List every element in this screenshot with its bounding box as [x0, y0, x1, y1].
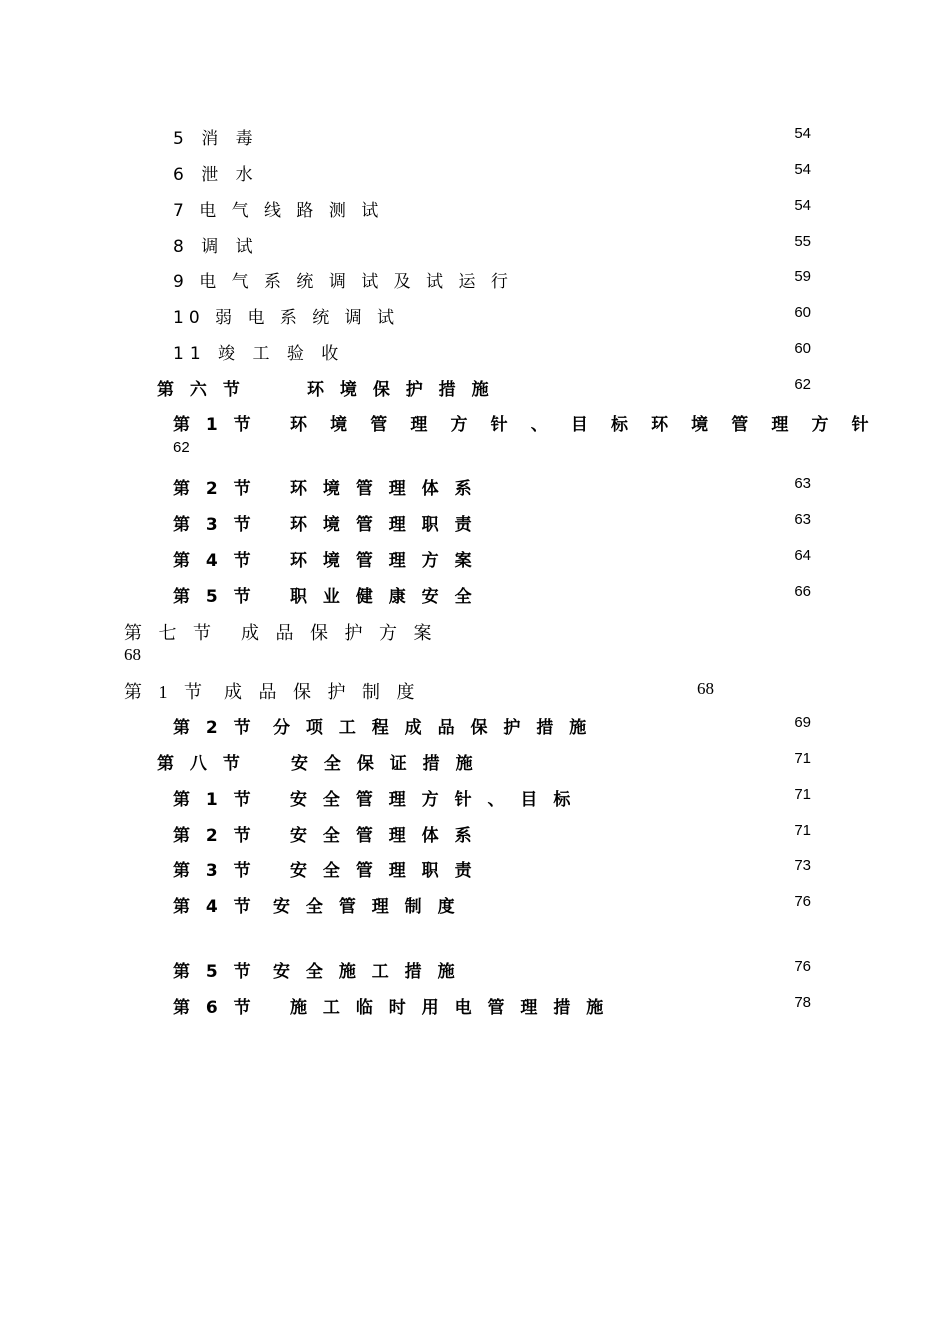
toc-subsection[interactable]	[173, 546, 477, 571]
subsection-label: 第 1 节	[173, 415, 256, 435]
toc-subsection[interactable]	[173, 892, 460, 917]
toc-entry[interactable]	[173, 160, 259, 185]
toc-page-number: 59	[794, 268, 811, 285]
toc-entry[interactable]	[173, 196, 383, 221]
toc-page-number: 60	[794, 304, 811, 321]
toc-entry[interactable]	[173, 124, 259, 149]
subsection-title: 分 项 工 程 成 品 保 护 措 施	[273, 718, 592, 738]
subsection-title: 安 全 管 理 职 责	[290, 861, 477, 881]
subsection-title: 环 境 管 理 方 针 、 目 标 环 境 管 理 方 针	[290, 415, 878, 435]
toc-page-number: 69	[794, 714, 811, 731]
subsection-label: 第 4 节	[173, 551, 256, 571]
toc-page-number: 73	[794, 857, 811, 874]
subsection-title: 安 全 管 理 体 系	[290, 826, 477, 846]
toc-page-number: 63	[794, 475, 811, 492]
section-label: 第 七 节	[124, 623, 217, 643]
toc-page-number: 71	[794, 750, 811, 767]
toc-subsection[interactable]	[173, 957, 460, 982]
toc-page-number: 68	[697, 679, 714, 698]
toc-subsection[interactable]	[173, 785, 576, 810]
subsection-label: 第 6 节	[173, 998, 256, 1018]
section-label: 第 六 节	[157, 380, 245, 400]
subsection-title: 安 全 施 工 措 施	[273, 962, 460, 982]
toc-subsection[interactable]	[173, 474, 477, 499]
subsection-title: 安 全 管 理 方 针 、 目 标	[290, 790, 576, 810]
subsection-label: 第 5 节	[173, 962, 256, 982]
subsection-title: 职 业 健 康 安 全	[290, 587, 477, 607]
toc-entry[interactable]	[173, 339, 344, 364]
toc-section-8[interactable]	[157, 749, 478, 774]
toc-page-number: 76	[794, 893, 811, 910]
subsection-label: 第 3 节	[173, 515, 256, 535]
subsection-label: 第 4 节	[173, 897, 256, 917]
subsection-label: 第 1 节	[124, 682, 208, 702]
toc-section-7[interactable]	[124, 619, 438, 645]
toc-entry-title: 8 调 试	[173, 237, 259, 257]
toc-subsection[interactable]	[173, 713, 592, 738]
toc-page-number: 55	[794, 233, 811, 250]
toc-entry-title: 7 电 气 线 路 测 试	[173, 201, 384, 221]
toc-subsection[interactable]	[173, 582, 477, 607]
toc-page-number: 54	[794, 125, 811, 142]
toc-subsection[interactable]	[173, 821, 477, 846]
subsection-title: 环 境 管 理 方 案	[290, 551, 477, 571]
subsection-title: 环 境 管 理 体 系	[290, 479, 477, 499]
subsection-label: 第 5 节	[173, 587, 256, 607]
subsection-title: 施 工 临 时 用 电 管 理 措 施	[290, 998, 609, 1018]
toc-page-number: 60	[794, 340, 811, 357]
subsection-label: 第 3 节	[173, 861, 256, 881]
subsection-title: 成 品 保 护 制 度	[224, 682, 421, 702]
toc-entry-title: 5 消 毒	[173, 129, 259, 149]
toc-page-number: 76	[794, 958, 811, 975]
subsection-label: 第 2 节	[173, 718, 256, 738]
section-title: 环 境 保 护 措 施	[307, 380, 494, 400]
toc-subsection[interactable]	[173, 410, 878, 435]
toc-entry[interactable]	[173, 232, 259, 257]
toc-page-number: 71	[794, 822, 811, 839]
subsection-label: 第 1 节	[173, 790, 256, 810]
toc-entry-title: 9 电 气 系 统 调 试 及 试 运 行	[173, 272, 513, 292]
toc-page-number: 62	[794, 376, 811, 393]
toc-entry[interactable]	[173, 303, 399, 328]
subsection-title: 安 全 管 理 制 度	[273, 897, 460, 917]
toc-page-number: 71	[794, 786, 811, 803]
toc-page-number: 64	[794, 547, 811, 564]
toc-page-number: 66	[794, 583, 811, 600]
toc-page-number: 78	[794, 994, 811, 1011]
toc-page-number: 63	[794, 511, 811, 528]
toc-entry-title: 10 弱 电 系 统 调 试	[173, 308, 400, 328]
toc-subsection[interactable]	[124, 678, 421, 704]
toc-subsection[interactable]	[173, 993, 609, 1018]
toc-page-number: 54	[794, 161, 811, 178]
toc-section-6[interactable]	[157, 375, 494, 400]
toc-subsection[interactable]	[173, 510, 477, 535]
section-title: 安 全 保 证 措 施	[291, 754, 478, 774]
section-label: 第 八 节	[157, 754, 245, 774]
subsection-label: 第 2 节	[173, 479, 256, 499]
toc-entry-title: 11 竣 工 验 收	[173, 344, 345, 364]
section-title: 成 品 保 护 方 案	[241, 623, 438, 643]
subsection-label: 第 2 节	[173, 826, 256, 846]
subsection-title: 环 境 管 理 职 责	[290, 515, 477, 535]
toc-page-number: 68	[124, 645, 141, 664]
toc-entry[interactable]	[173, 267, 513, 292]
toc-page-number: 54	[794, 197, 811, 214]
toc-subsection[interactable]	[173, 856, 477, 881]
toc-entry-title: 6 泄 水	[173, 165, 259, 185]
toc-page-number: 62	[173, 439, 190, 456]
